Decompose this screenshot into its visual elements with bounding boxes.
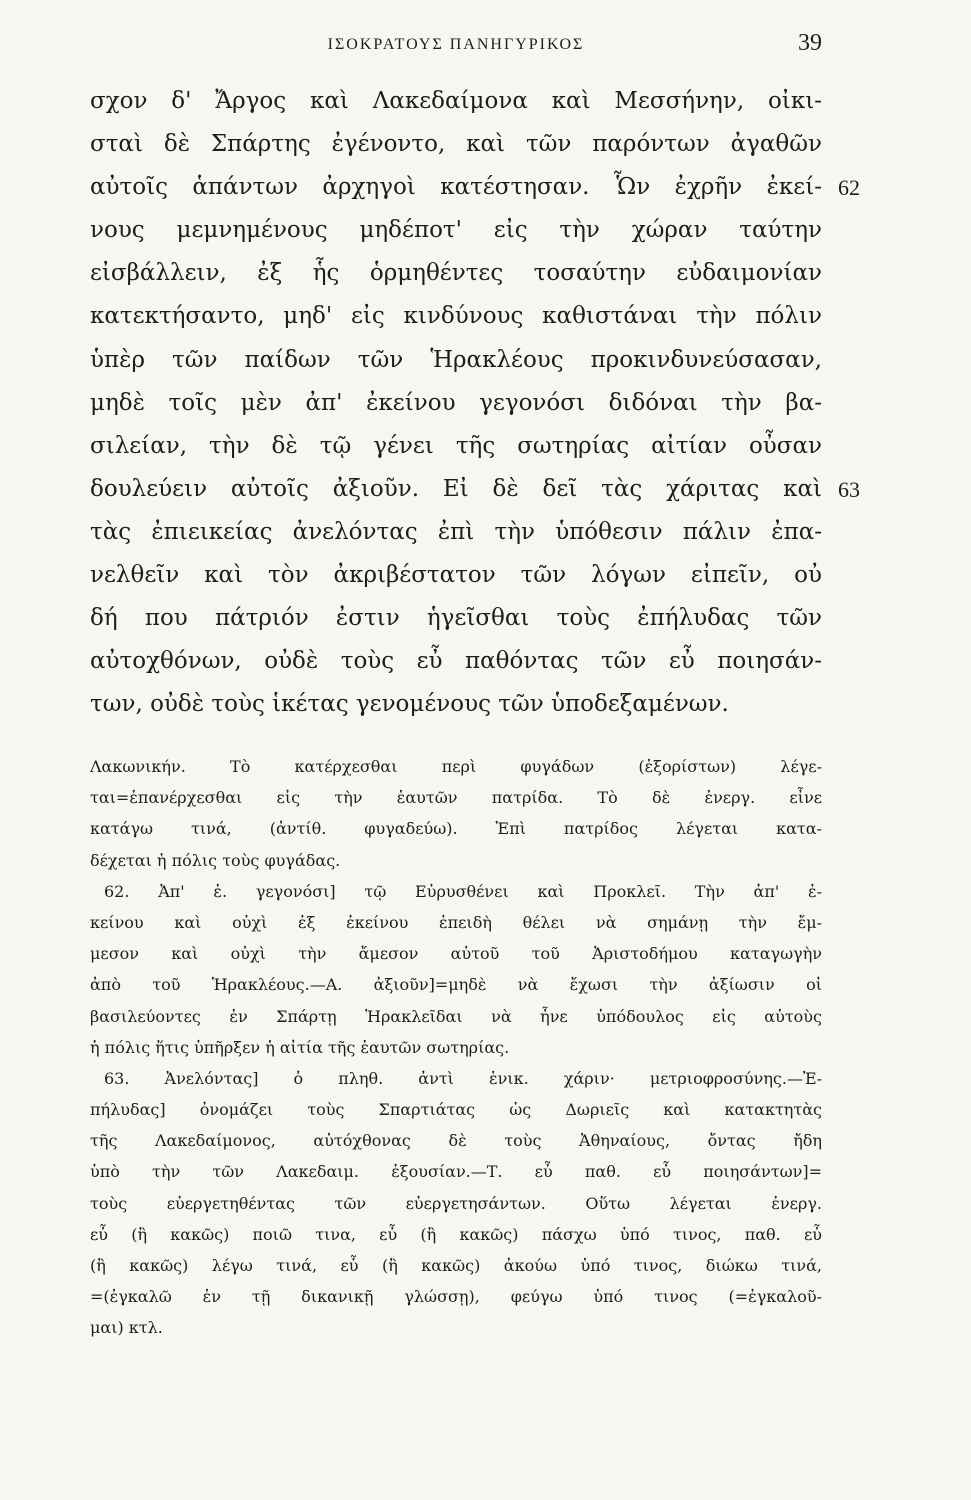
text-line: νελθεῖν καὶ τὸν ἀκριβέστατον τῶν λόγων εἰπεῖν, οὐ xyxy=(90,562,822,589)
text-line-content: δουλεύειν αὐτοῖς ἀξιοῦν. Εἰ δὲ δεῖ τὰς χάριτας καὶ xyxy=(90,475,822,502)
text-line: εἰσβάλλειν, ἐξ ἧς ὁρμηθέντες τοσαύτην εὐδαιμονίαν xyxy=(90,260,822,287)
note-line: ἡ πόλις ἥτις ὑπῆρξεν ἡ αἰτία τῆς ἑαυτῶν σωτηρίας. xyxy=(90,1037,510,1057)
section-number-63: 63 xyxy=(838,476,860,502)
running-title: ΙΣΟΚΡΑΤΟΥΣ ΠΑΝΗΓΥΡΙΚΟΣ xyxy=(327,36,585,53)
section-number-62: 62 xyxy=(838,175,860,201)
note-line: τοὺς εὐεργετηθέντας τῶν εὐεργετησάντων. Οὕτω λέγεται ἐνεργ. xyxy=(90,1193,822,1213)
note-line: (ἢ κακῶς) λέγω τινά, εὖ (ἢ κακῶς) ἀκούω ὑπό τινος, διώκω τινά, xyxy=(90,1256,822,1275)
note-line: 62. Ἀπ' ἐ. γεγονόσι] τῷ Εὐρυσθένει καὶ Προκλεῖ. Τὴν ἀπ' ἐ- xyxy=(104,881,822,901)
note-line: ται=ἐπανέρχεσθαι εἰς τὴν ἑαυτῶν πατρίδα. Τὸ δὲ ἐνεργ. εἶνε xyxy=(90,788,822,808)
note-line: μεσον καὶ οὐχὶ τὴν ἄμεσον αὐτοῦ τοῦ Ἀριστοδήμου καταγωγὴν xyxy=(90,944,822,964)
text-line: ὑπὲρ τῶν παίδων τῶν Ἡρακλέους προκινδυνεύσασαν, xyxy=(90,346,822,373)
note-line: δέχεται ἡ πόλις τοὺς φυγάδας. xyxy=(90,850,341,870)
text-line: σιλείαν, τὴν δὲ τῷ γένει τῆς σωτηρίας αἰτίαν οὖσαν xyxy=(90,432,822,459)
note-line: ἀπὸ τοῦ Ἡρακλέους.—Α. ἀξιοῦν]=μηδὲ νὰ ἔχωσι τὴν ἀξίωσιν οἱ xyxy=(90,975,822,995)
text-line xyxy=(90,468,860,511)
note-line: κατάγω τινά, (ἀντίθ. φυγαδεύω). Ἐπὶ πατρίδος λέγεται κατα- xyxy=(90,819,822,839)
text-line: σχον δ' Ἄργος καὶ Λακεδαίμονα καὶ Μεσσήνην, οἰκι- xyxy=(90,88,822,114)
note-line: μαι) κτλ. xyxy=(90,1318,163,1338)
note-line: =(ἐγκαλῶ ἐν τῇ δικανικῇ γλώσσῃ), φεύγω ὑπό τινος (=ἐγκαλοῦ- xyxy=(90,1287,822,1307)
text-line: τὰς ἐπιεικείας ἀνελόντας ἐπὶ τὴν ὑπόθεσιν πάλιν ἐπα- xyxy=(90,518,822,545)
note-line: ὑπὸ τὴν τῶν Λακεδαιμ. ἐξουσίαν.—Τ. εὖ παθ. εὖ ποιησάντων]= xyxy=(90,1162,822,1182)
note-line: 63. Ἀνελόντας] ὁ πληθ. ἀντὶ ἑνικ. χάριν· μετριοφροσύνης.—Ἐ- xyxy=(104,1068,822,1088)
text-line: μηδὲ τοῖς μὲν ἀπ' ἐκείνου γεγονόσι διδόναι τὴν βα- xyxy=(90,389,822,416)
text-line xyxy=(90,166,860,209)
note-line: κείνου καὶ οὐχὶ ἐξ ἐκείνου ἐπειδὴ θέλει νὰ σημάνῃ τὴν ἔμ- xyxy=(90,912,822,932)
commentary-notes xyxy=(90,751,822,1344)
note-line: τῆς Λακεδαίμονος, αὐτόχθονας δὲ τοὺς Ἀθηναίους, ὄντας ἤδη xyxy=(90,1131,822,1151)
text-line-content: αὐτοῖς ἁπάντων ἀρχηγοὶ κατέστησαν. Ὧν ἐχρῆν ἐκεί- xyxy=(90,174,822,201)
main-text xyxy=(90,80,860,726)
text-line: δή που πάτριόν ἐστιν ἡγεῖσθαι τοὺς ἐπήλυδας τῶν xyxy=(90,605,822,632)
page-header xyxy=(90,22,822,62)
text-line: νους μεμνημένους μηδέποτ' εἰς τὴν χώραν ταύτην xyxy=(90,217,822,244)
note-line: Λακωνικήν. Τὸ κατέρχεσθαι περὶ φυγάδων (ἐξορίστων) λέγε- xyxy=(90,757,822,776)
note-line: βασιλεύοντες ἐν Σπάρτῃ Ἡρακλεῖδαι νὰ ἦνε ὑπόδουλος εἰς αὐτοὺς xyxy=(90,1006,822,1026)
text-line: κατεκτήσαντο, μηδ' εἰς κινδύνους καθιστάναι τὴν πόλιν xyxy=(90,303,822,330)
note-line: εὖ (ἢ κακῶς) ποιῶ τινα, εὖ (ἢ κακῶς) πάσχω ὑπό τινος, παθ. εὖ xyxy=(90,1224,822,1244)
page-number: 39 xyxy=(798,30,822,56)
text-line: αὐτοχθόνων, οὐδὲ τοὺς εὖ παθόντας τῶν εὖ ποιησάν- xyxy=(90,648,822,675)
note-line: πήλυδας] ὀνομάζει τοὺς Σπαρτιάτας ὡς Δωριεῖς καὶ κατακτητὰς xyxy=(90,1100,822,1120)
text-line: των, οὐδὲ τοὺς ἱκέτας γενομένους τῶν ὑποδεξαμένων. xyxy=(90,691,729,718)
text-line: σταὶ δὲ Σπάρτης ἐγένοντο, καὶ τῶν παρόντων ἀγαθῶν xyxy=(90,131,822,158)
